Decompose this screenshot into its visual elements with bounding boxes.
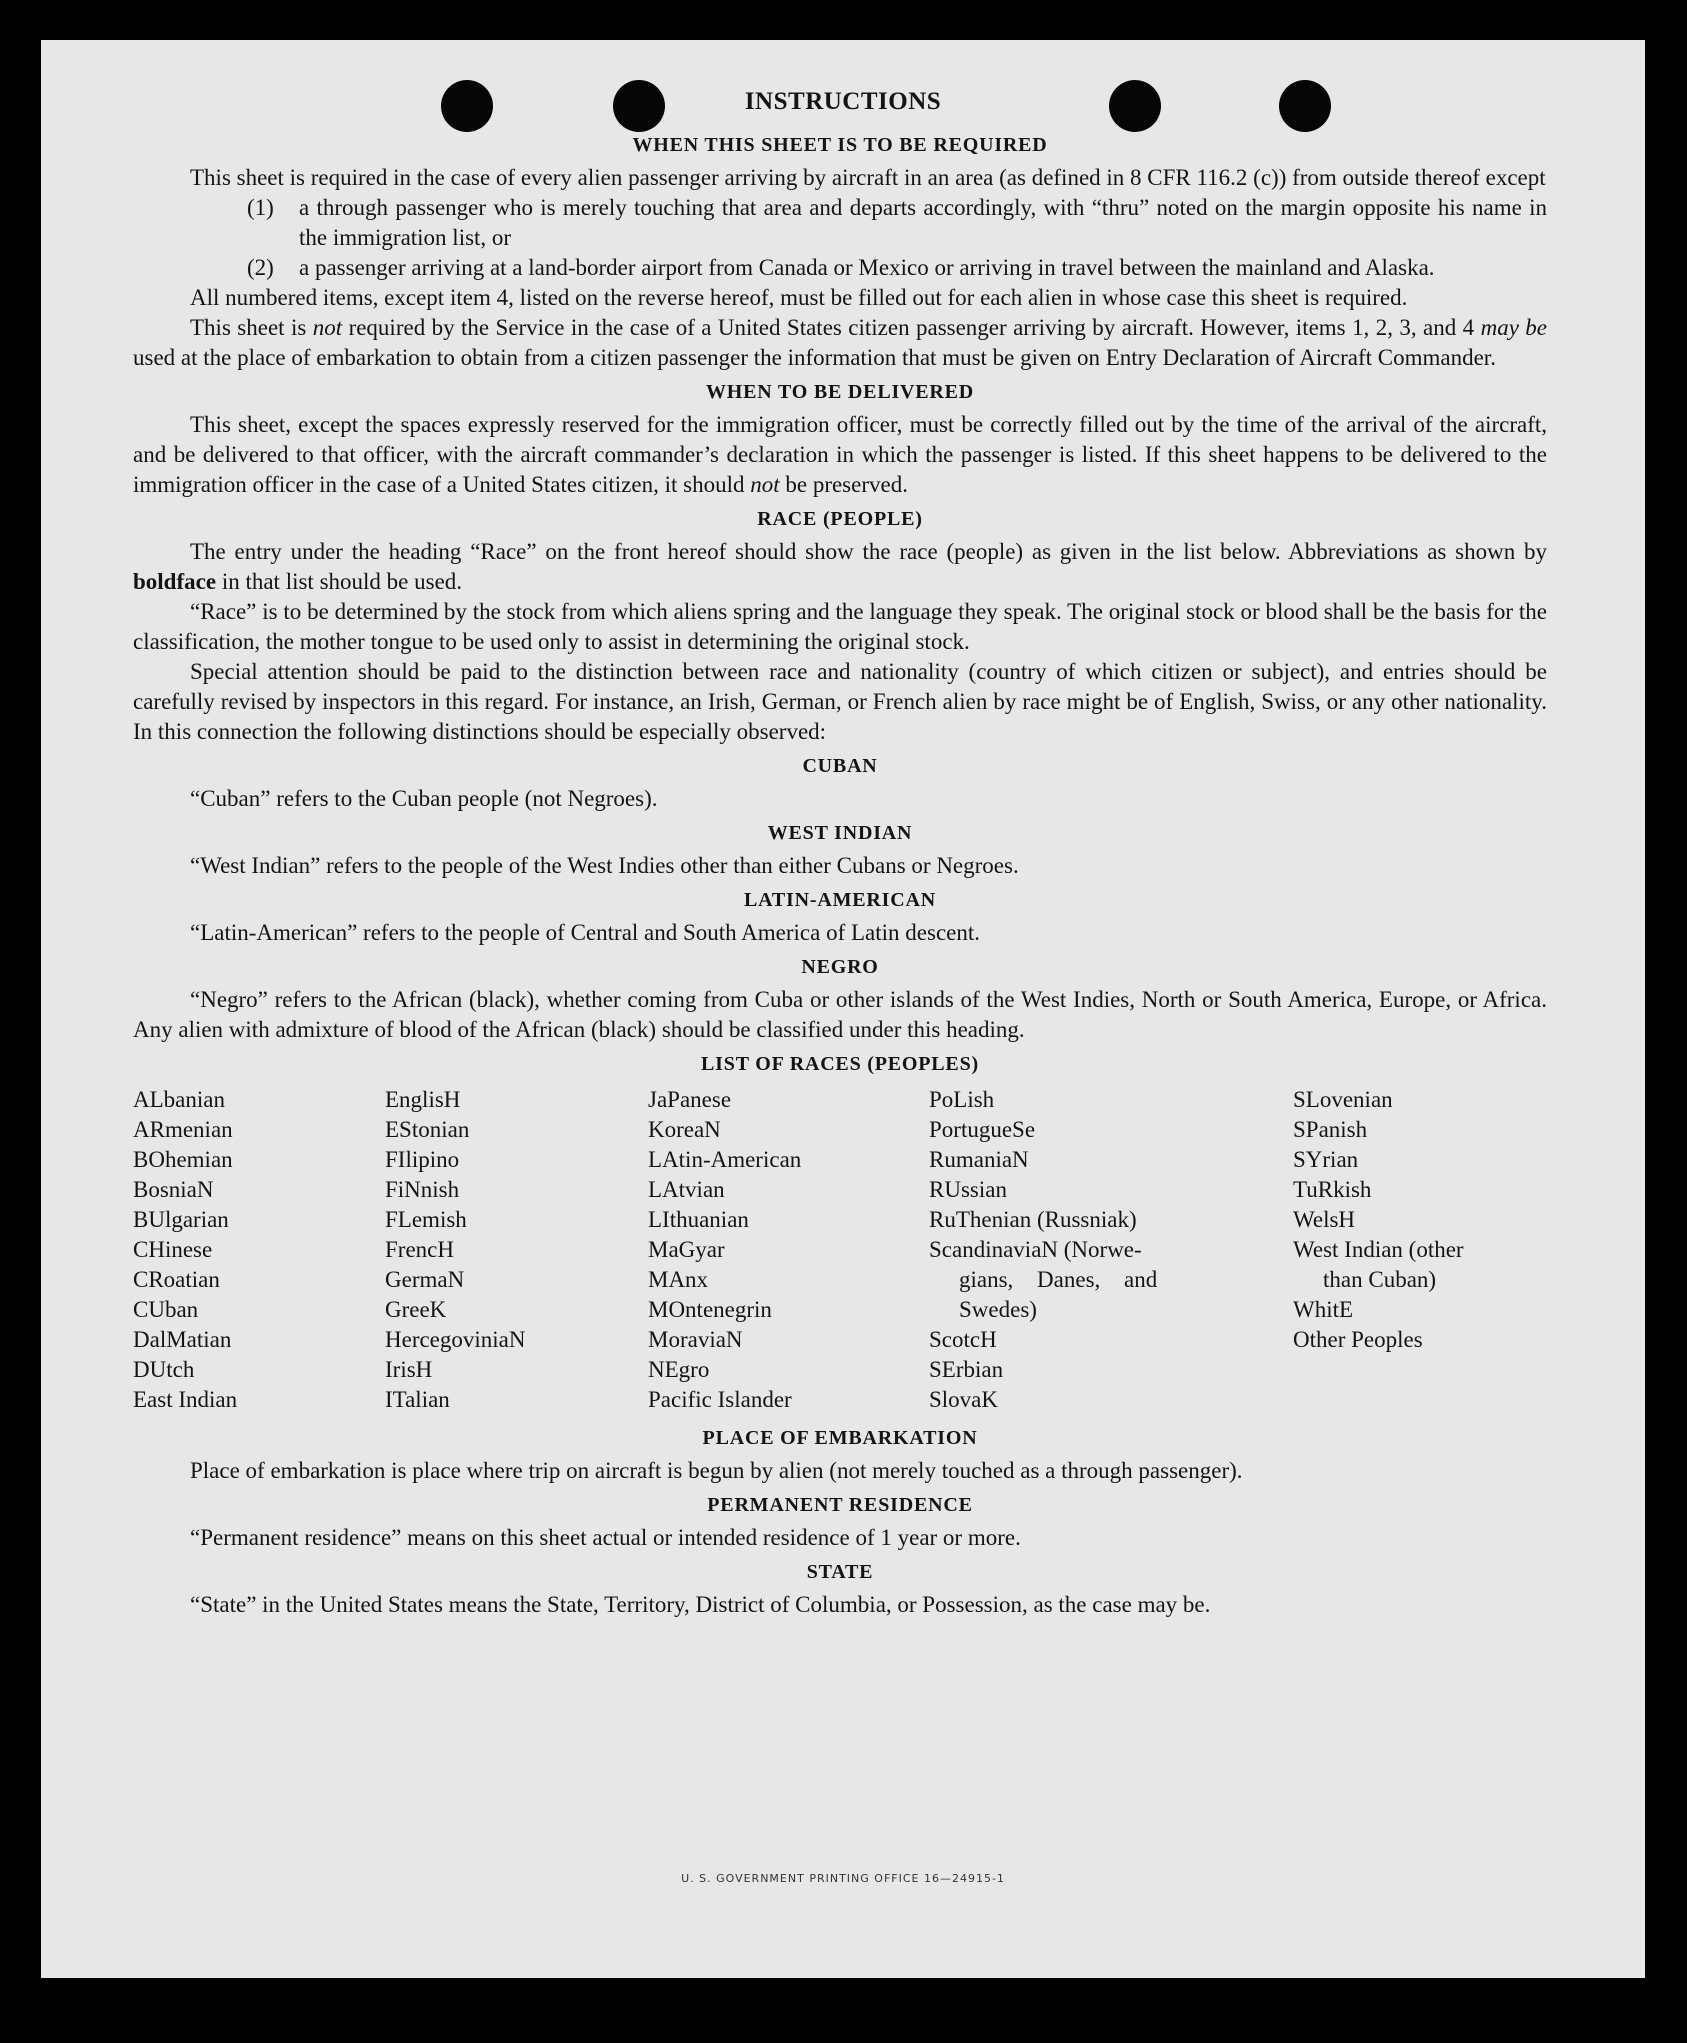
race-entry: Pacific Islander [648, 1387, 792, 1412]
race-entry: MaGyar [648, 1237, 725, 1262]
section-heading: PLACE OF EMBARKATION [702, 1427, 978, 1449]
race-entry: KoreaN [648, 1117, 721, 1142]
race-entry: ARmenian [133, 1117, 233, 1142]
race-entry: EnglisH [385, 1087, 461, 1112]
race-entry: IrisH [385, 1357, 433, 1382]
race-entry: FiNnish [385, 1177, 460, 1202]
paragraph: This sheet is required in the case of every alien passenger arriving by aircraft in an area (as defined in 8 CFR 116.2 (c)) from outside thereof except [190, 165, 1546, 190]
item-text: a passenger arriving at a land-border airport from Canada or Mexico or arriving in travel between the mainland and Alaska. [299, 255, 1435, 280]
race-entry: PortugueSe [929, 1117, 1036, 1142]
race-column [648, 1085, 929, 1415]
race-entry-continued: than Cuban) [1323, 1267, 1437, 1292]
race-entry: LAtin-American [648, 1147, 802, 1172]
paragraph: “Race” is to be determined by the stock from which aliens spring and the language they speak. The original stock or blood shall be the basis for the classification, the mother tongue to be used only to assist in determining the original stock. [133, 599, 1547, 654]
race-entry: SYrian [1293, 1147, 1359, 1172]
paragraph: “Latin-American” refers to the people of Central and South America of Latin descent. [190, 920, 980, 945]
paragraph: All numbered items, except item 4, listed on the reverse hereof, must be filled out for each alien in whose case this sheet is required. [190, 285, 1408, 310]
section-heading: WHEN THIS SHEET IS TO BE REQUIRED [632, 134, 1048, 156]
item-text: a through passenger who is merely touching that area and departs accordingly, with “thru” noted on the margin opposite his name in the immigration list, or [299, 195, 1547, 250]
race-entry: Other Peoples [1293, 1327, 1423, 1352]
race-entry: BUlgarian [133, 1207, 229, 1232]
race-entry: GreeK [385, 1297, 447, 1322]
race-entry: SErbian [929, 1357, 1004, 1382]
race-entry: CUban [133, 1297, 199, 1322]
section-heading: LIST OF RACES (PEOPLES) [701, 1053, 979, 1075]
race-entry: MAnx [648, 1267, 709, 1292]
item-number: (1) [247, 195, 274, 220]
race-entry: LIthuanian [648, 1207, 749, 1232]
race-entry: WhitE [1293, 1297, 1354, 1322]
race-entry: ScotcH [929, 1327, 997, 1352]
race-entry: TuRkish [1293, 1177, 1372, 1202]
race-column [929, 1085, 1220, 1415]
race-entry: BosniaN [133, 1177, 214, 1202]
race-column [133, 1085, 385, 1415]
section-heading: STATE [806, 1561, 874, 1583]
race-entry: SlovaK [929, 1387, 998, 1412]
section-heading: CUBAN [802, 755, 878, 777]
race-column [1293, 1085, 1543, 1415]
race-entry: PoLish [929, 1087, 995, 1112]
instructions-body [133, 126, 1547, 1620]
race-entry: DUtch [133, 1357, 195, 1382]
race-entry: SPanish [1293, 1117, 1368, 1142]
paragraph: This sheet is not required by the Service in the case of a United States citizen passenger arriving by aircraft. However, items 1, 2, 3, and 4 may be used at the place of embarkation to obtain from a citizen passenger the information that must be given on Entry Declaration of Aircraft Commander. [133, 315, 1548, 370]
paragraph: “Negro” refers to the African (black), whether coming from Cuba or other islands of the West Indies, North or South America, Europe, or Africa. Any alien with admixture of blood of the African (black) should be classified under this heading. [133, 987, 1547, 1042]
race-entry: RUssian [929, 1177, 1007, 1202]
race-column [385, 1085, 648, 1415]
race-entry: CRoatian [133, 1267, 220, 1292]
race-entry: EStonian [385, 1117, 470, 1142]
race-entry: HercegoviniaN [385, 1327, 526, 1352]
paragraph: “Permanent residence” means on this sheet actual or intended residence of 1 year or more. [190, 1525, 1021, 1550]
item-number: (2) [247, 255, 274, 280]
section-heading: RACE (PEOPLE) [757, 508, 923, 530]
race-entry: SLovenian [1293, 1087, 1393, 1112]
race-list [133, 1085, 1547, 1415]
section-heading: PERMANENT RESIDENCE [707, 1494, 973, 1516]
exception-item [247, 253, 1547, 283]
race-entry: MoraviaN [648, 1327, 743, 1352]
paragraph: This sheet, except the spaces expressly reserved for the immigration officer, must be correctly filled out by the time of the arrival of the aircraft, and be delivered to that officer, with the aircraft commander’s declaration in which the passenger is listed. If this sheet happens to be delivered to the immigration officer in the case of a United States citizen, it should not be preserved. [133, 412, 1547, 497]
exception-item [247, 193, 1547, 253]
race-entry: RuThenian (Russniak) [929, 1207, 1137, 1232]
paragraph: The entry under the heading “Race” on the front hereof should show the race (people) as given in the list below. Abbreviations as shown by boldface in that list should be used. [133, 539, 1547, 594]
race-entry: NEgro [648, 1357, 710, 1382]
race-entry: West Indian (other [1293, 1237, 1464, 1262]
race-entry: FIlipino [385, 1147, 460, 1172]
section-heading: LATIN-AMERICAN [744, 889, 936, 911]
race-entry: LAtvian [648, 1177, 725, 1202]
section-heading: WHEN TO BE DELIVERED [705, 381, 975, 403]
paragraph: “West Indian” refers to the people of the West Indies other than either Cubans or Negroes. [190, 853, 1019, 878]
race-entry: ALbanian [133, 1087, 225, 1112]
race-entry: RumaniaN [929, 1147, 1029, 1172]
race-entry: ScandinaviaN (Norwe- [929, 1237, 1142, 1262]
race-entry-continued: Swedes) [959, 1297, 1037, 1322]
race-entry: FLemish [385, 1207, 467, 1232]
race-entry: DalMatian [133, 1327, 232, 1352]
printer-imprint: U. S. GOVERNMENT PRINTING OFFICE 16—24915-1 [681, 1872, 1005, 1885]
race-entry: BOhemian [133, 1147, 233, 1172]
race-entry: CHinese [133, 1237, 213, 1262]
page-title: INSTRUCTIONS [744, 88, 942, 115]
race-entry-continued: gians, Danes, and [959, 1267, 1158, 1292]
race-entry: GermaN [385, 1267, 465, 1292]
race-entry: MOntenegrin [648, 1297, 772, 1322]
paragraph: Special attention should be paid to the distinction between race and nationality (country of which citizen or subject), and entries should be carefully revised by inspectors in this regard. For instance, an Irish, German, or French alien by race might be of English, Swiss, or any other nationality. In this connection the following distinctions should be especially observed: [133, 659, 1547, 744]
paragraph: Place of embarkation is place where trip on aircraft is begun by alien (not merely touched as a through passenger). [190, 1458, 1243, 1483]
section-heading: NEGRO [801, 956, 879, 978]
race-entry: JaPanese [648, 1087, 732, 1112]
race-entry: WelsH [1293, 1207, 1356, 1232]
paragraph: “State” in the United States means the State, Territory, District of Columbia, or Possession, as the case may be. [190, 1592, 1211, 1617]
paragraph: “Cuban” refers to the Cuban people (not Negroes). [190, 786, 658, 811]
section-heading: WEST INDIAN [767, 822, 913, 844]
document-page [41, 40, 1645, 1978]
race-entry: East Indian [133, 1387, 238, 1412]
race-entry: ITalian [385, 1387, 450, 1412]
race-entry: FrencH [385, 1237, 454, 1262]
